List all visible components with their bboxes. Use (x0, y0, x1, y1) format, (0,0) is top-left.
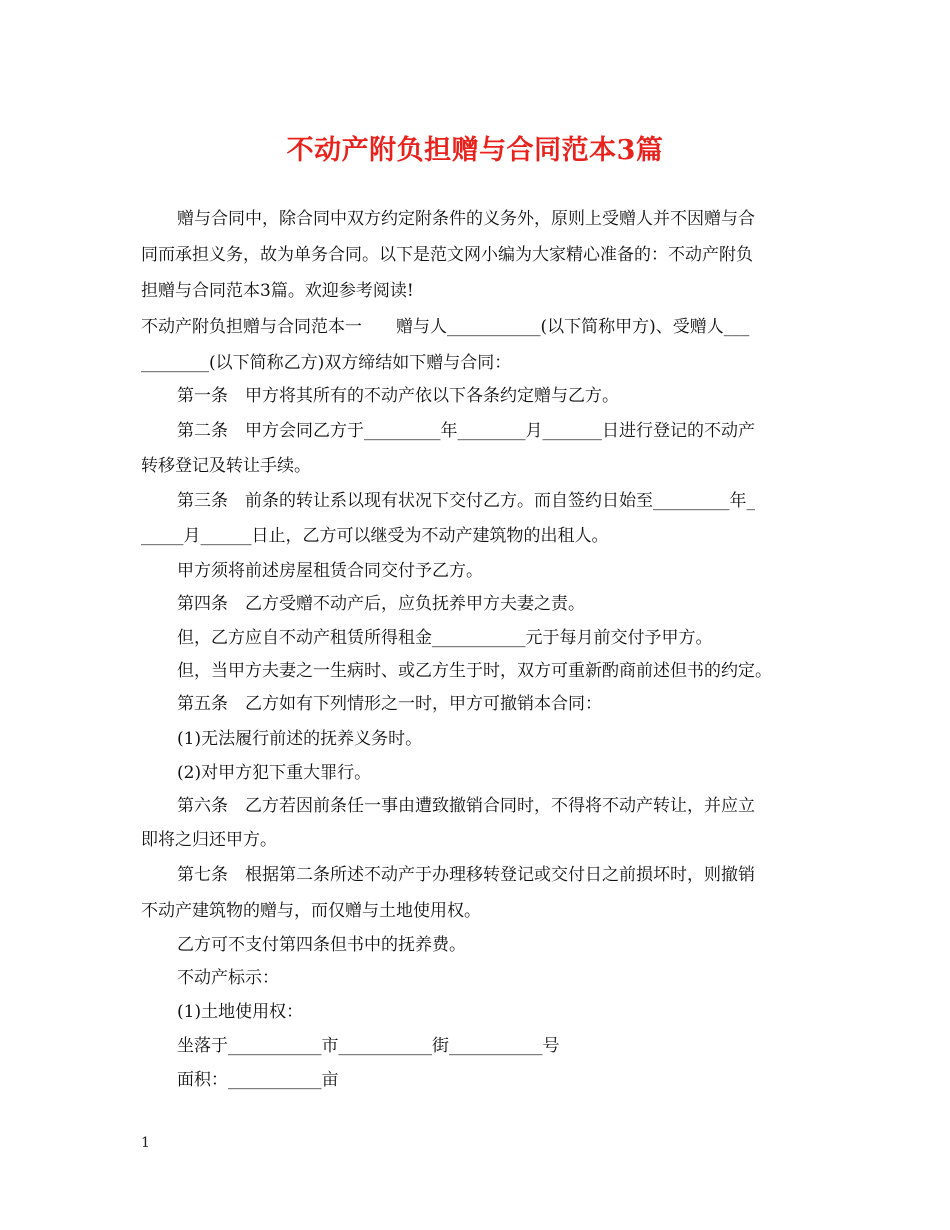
body-line-18: 第六条 乙方若因前条任一事由遭致撤销合同时，不得将不动产转让，并应立 (177, 796, 755, 816)
body-line-26: 面积：___________亩 (177, 1070, 339, 1090)
body-line-7: 第二条 甲方会同乙方于_________年________月_______日进行登记的不动产 (177, 421, 755, 441)
body-line-24: (1)土地使用权： (177, 1002, 304, 1022)
body-line-3: 担赠与合同范本3篇。欢迎参考阅读! (141, 281, 414, 301)
body-line-5: ________(以下简称乙方)双方缔结如下赠与合同： (141, 353, 512, 373)
body-line-23: 不动产标示： (177, 968, 279, 988)
body-line-21: 不动产建筑物的赠与，而仅赠与土地使用权。 (141, 901, 481, 921)
body-line-10: _____月______日止，乙方可以继受为不动产建筑物的出租人。 (141, 526, 609, 546)
body-line-6: 第一条 甲方将其所有的不动产依以下各条约定赠与乙方。 (177, 386, 619, 406)
body-line-13: 但，乙方应自不动产租赁所得租金___________元于每月前交付予甲方。 (177, 628, 713, 648)
body-line-25: 坐落于___________市___________街___________号 (177, 1036, 560, 1056)
body-line-17: (2)对甲方犯下重大罪行。 (177, 763, 372, 783)
body-line-20: 第七条 根据第二条所述不动产于办理移转登记或交付日之前损坏时，则撤销 (177, 865, 755, 885)
body-line-2: 同而承担义务，故为单务合同。以下是范文网小编为大家精心准备的：不动产附负 (141, 245, 753, 265)
body-line-22: 乙方可不支付第四条但书中的抚养费。 (177, 935, 466, 955)
body-line-8: 转移登记及转让手续。 (141, 456, 311, 476)
body-line-12: 第四条 乙方受赠不动产后，应负抚养甲方夫妻之责。 (177, 594, 585, 614)
body-line-14: 但，当甲方夫妻之一生病时、或乙方生于时，双方可重新酌商前述但书的约定。 (177, 661, 772, 681)
page-number: 1 (141, 1135, 150, 1151)
body-line-15: 第五条 乙方如有下列情形之一时，甲方可撤销本合同： (177, 694, 602, 714)
body-line-16: (1)无法履行前述的抚养义务时。 (177, 729, 423, 749)
body-line-19: 即将之归还甲方。 (141, 830, 277, 850)
body-line-4: 不动产附负担赠与合同范本一 赠与人___________(以下简称甲方)、受赠人___ (141, 317, 750, 337)
document-title: 不动产附负担赠与合同范本3篇 (286, 135, 664, 166)
body-line-9: 第三条 前条的转让系以现有状况下交付乙方。而自签约日始至_________年_ (177, 491, 755, 511)
body-line-11: 甲方须将前述房屋租赁合同交付予乙方。 (177, 561, 483, 581)
body-line-1: 赠与合同中，除合同中双方约定附条件的义务外，原则上受赠人并不因赠与合 (177, 209, 755, 229)
